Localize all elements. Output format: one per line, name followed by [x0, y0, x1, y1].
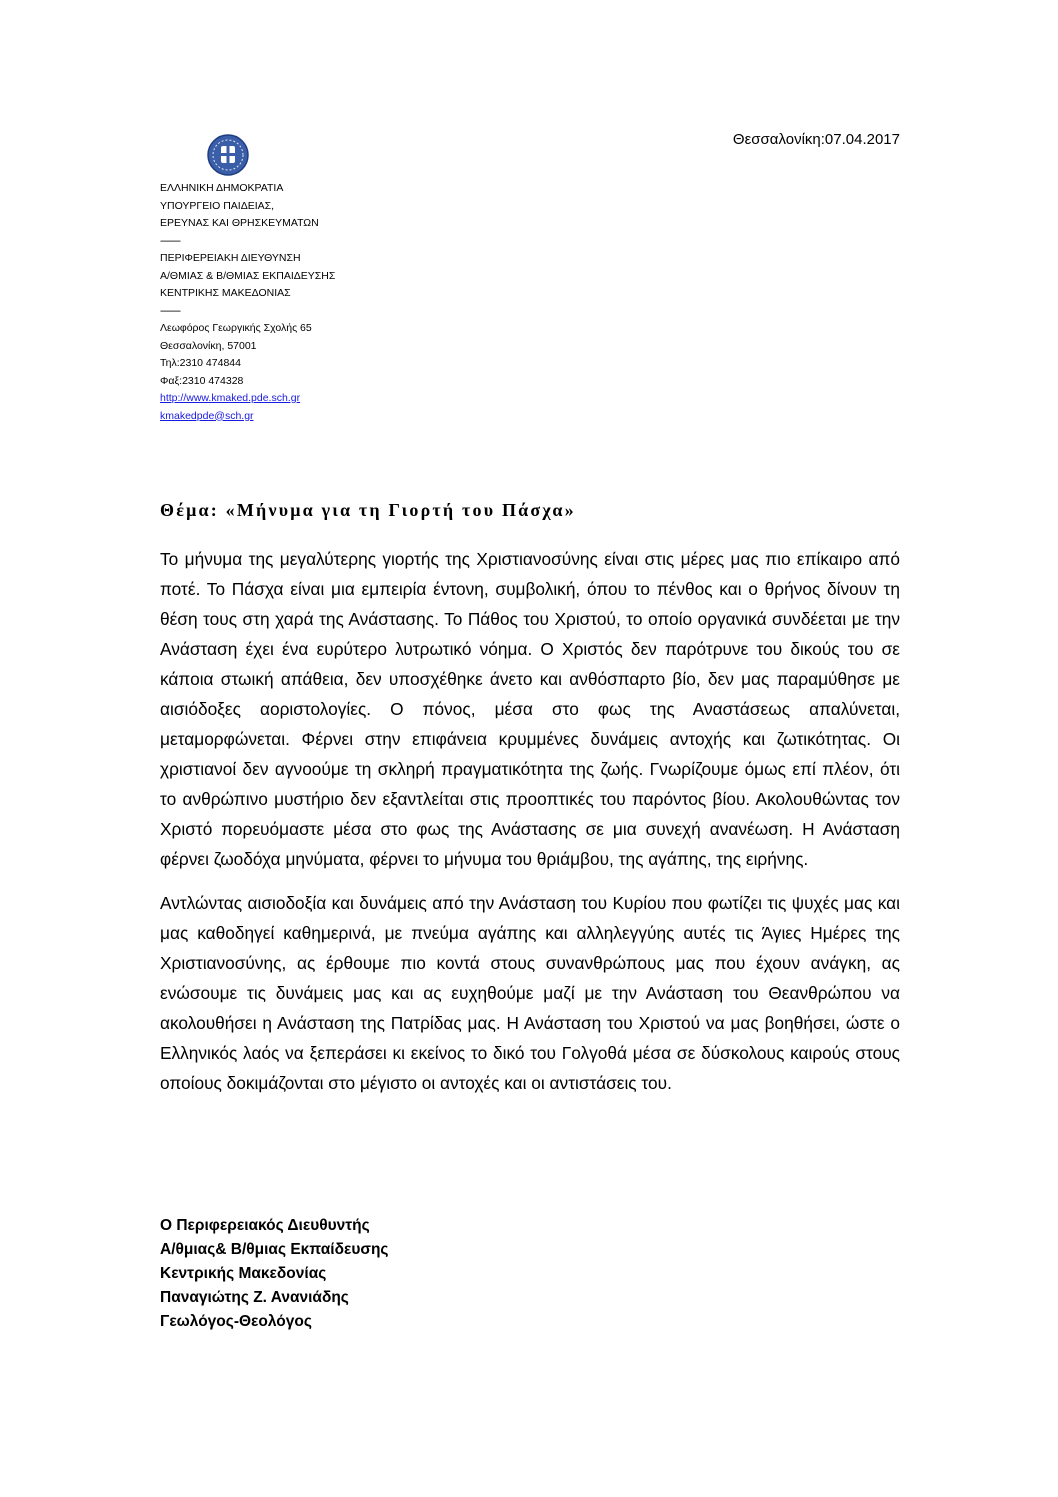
body-paragraph: Αντλώντας αισιοδοξία και δυνάμεις από την Ανάσταση του Κυρίου που φωτίζει τις ψυχές μας και μας καθοδηγεί καθημερινά, με πνεύμα αγάπης και αλληλεγγύης αυτές τις Άγιες Ημέρες της Χριστιανοσύνης, ας έρθουμε πιο κοντά στους συνανθρώπους μας που έχουν ανάγκη, ας ενώσουμε τις δυνάμεις μας και ας ευχηθούμε μαζί με την Ανάσταση του Θεανθρώπου να ακολουθήσει η Ανάσταση της Πατρίδας μας. Η Ανάσταση του Χριστού να μας βοηθήσει, ώστε ο Ελληνικός λαός να ξεπεράσει κι εκείνος το δικό του Γολγοθά μέσα σε δύσκολους καιρούς στους οποίους δοκιμάζονται στο μέγιστο οι αντοχές και οι αντιστάσεις του.: [160, 893, 900, 1093]
letter-date: Θεσσαλονίκη:07.04.2017: [732, 131, 900, 148]
sender-separator: --------: [160, 304, 180, 317]
sender-ministry: ΥΠΟΥΡΓΕΙΟ ΠΑΙΔΕΙΑΣ,: [160, 199, 275, 212]
signature-name: Παναγιώτης Ζ. Ανανιάδης: [160, 1289, 349, 1306]
sender-region: ΚΕΝΤΡΙΚΗΣ ΜΑΚΕΔΟΝΙΑΣ: [160, 287, 291, 299]
sender-country: ΕΛΛΗΝΙΚΗ ΔΗΜΟΚΡΑΤΙΑ: [160, 182, 284, 194]
letter-subject: Θέμα: «Μήνυμα για τη Γιορτή του Πάσχα»: [160, 500, 576, 520]
sender-phone: Τηλ:2310 474844: [160, 357, 241, 369]
signature-block: [160, 1214, 388, 1334]
body-paragraph: Το μήνυμα της μεγαλύτερης γιορτής της Χριστιανοσύνης είναι στις μέρες μας πιο επίκαιρο από ποτέ. Το Πάσχα είναι μια εμπειρία έντονη, συμβολική, όπου το πένθος και ο θρήνος δίνουν τη θέση τους στη χαρά της Ανάστασης. Το Πάθος του Χριστού, το οποίο οργανικά συνδέεται με την Ανάσταση έχει ένα ευρύτερο λυτρωτικό νόημα. Ο Χριστός δεν παρότρυνε του δικούς του σε κάποια στωική απάθεια, δεν υποσχέθηκε άνετο και ανθόσπαρτο βίο, δεν μας παραμύθησε με αισιόδοξες αοριστολογίες. Ο πόνος, μέσα στο φως της Αναστάσεως απαλύνεται, μεταμορφώνεται. Φέρνει στην επιφάνεια κρυμμένες δυνάμεις αντοχής και ζωτικότητας. Οι χριστιανοί δεν αγνοούμε τη σκληρή πραγματικότητα της ζωής. Γνωρίζουμε όμως επί πλέον, ότι το ανθρώπινο μυστήριο δεν εξαντλείται στις προοπτικές του παρόντος βίου. Ακολουθώντας τον Χριστό πορευόμαστε μέσα στο φως της Ανάστασης σε μια συνεχή ανανέωση. Η Ανάσταση φέρνει ζωοδόχα μηνύματα, φέρνει το μήνυμα του θριάμβου, της αγάπης, της ειρήνης.: [160, 549, 900, 869]
signature-title-level: Α/θμιας& Β/θμιας Εκπαίδευσης: [160, 1241, 389, 1258]
signature-title: Ο Περιφερειακός Διευθυντής: [160, 1217, 370, 1234]
email-link[interactable]: kmakedpde@sch.gr: [160, 409, 254, 422]
signature-region: Κεντρικής Μακεδονίας: [160, 1265, 327, 1282]
sender-directorate: ΠΕΡΙΦΕΡΕΙΑΚΗ ΔΙΕΥΘΥΝΣΗ: [160, 252, 301, 264]
sender-city: Θεσσαλονίκη, 57001: [160, 339, 257, 352]
sender-block: [160, 180, 335, 425]
website-link[interactable]: http://www.kmaked.pde.sch.gr: [160, 392, 301, 404]
signature-profession: Γεωλόγος-Θεολόγος: [160, 1313, 312, 1330]
letter-body: [160, 544, 900, 1112]
sender-separator: --------: [160, 234, 180, 247]
greek-republic-emblem-icon: [203, 134, 253, 176]
sender-directorate-level: Α/ΘΜΙΑΣ & Β/ΘΜΙΑΣ ΕΚΠΑΙΔΕΥΣΗΣ: [160, 269, 336, 282]
sender-address: Λεωφόρος Γεωργικής Σχολής 65: [160, 322, 312, 334]
sender-fax: Φαξ:2310 474328: [160, 374, 244, 387]
sender-ministry-cont: ΕΡΕΥΝΑΣ ΚΑΙ ΘΡΗΣΚΕΥΜΑΤΩΝ: [160, 217, 319, 229]
